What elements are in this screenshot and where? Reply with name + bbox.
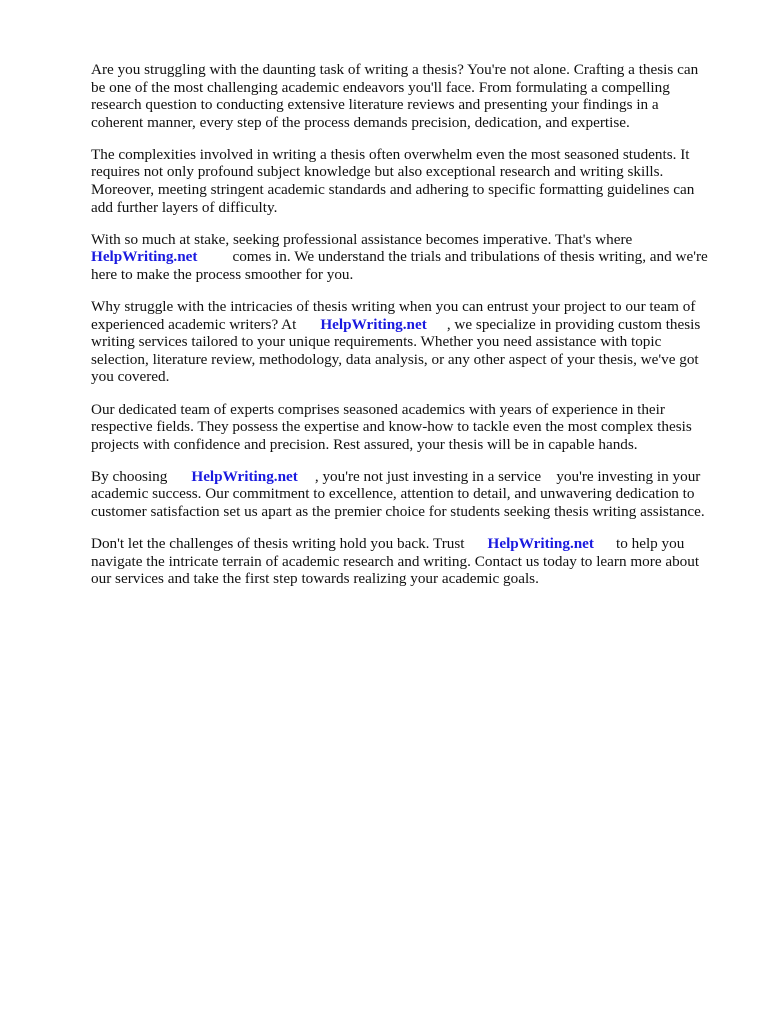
text-line: our services and take the first step towards realizing your academic goals.: [91, 570, 539, 588]
text-line: requires not only profound subject knowledge but also exceptional research and writing skills.: [91, 163, 664, 181]
text-segment: , you're not just investing in a service you're investing in your: [314, 467, 701, 485]
text-segment: , we specialize in providing custom thesis: [446, 315, 701, 333]
helpwriting-link[interactable]: HelpWriting.net: [191, 467, 298, 485]
text-line: research question to conducting extensive literature reviews and presenting your findings in a: [91, 96, 659, 114]
text-line: you covered.: [91, 368, 170, 386]
text-line: be one of the most challenging academic endeavors you'll face. From formulating a compelling: [91, 78, 670, 96]
helpwriting-link[interactable]: HelpWriting.net: [487, 535, 594, 553]
document-body: [91, 61, 721, 602]
text-segment: Don't let the challenges of thesis writing hold you back. Trust: [91, 535, 465, 553]
text-line: [91, 468, 721, 486]
text-line: customer satisfaction set us apart as the premier choice for students seeking thesis writing assistance.: [91, 502, 705, 520]
text-line: Why struggle with the intricacies of thesis writing when you can entrust your project to our team of: [91, 298, 696, 316]
paragraph-4: [91, 298, 721, 386]
text-segment: experienced academic writers? At: [91, 315, 297, 333]
text-segment: to help you: [616, 535, 685, 553]
paragraph-7: [91, 535, 721, 588]
text-line: navigate the intricate terrain of academic research and writing. Contact us today to learn more about: [91, 552, 700, 570]
text-segment: comes in. We understand the trials and tribulations of thesis writing, and we're: [232, 248, 708, 266]
text-line: respective fields. They possess the expertise and know-how to tackle even the most complex thesis: [91, 418, 692, 436]
text-line: selection, literature review, methodology, data analysis, or any other aspect of your thesis, we've got: [91, 350, 699, 368]
text-line: [91, 535, 721, 553]
paragraph-6: [91, 468, 721, 521]
text-line: With so much at stake, seeking professional assistance becomes imperative. That's where: [91, 230, 633, 248]
paragraph-5: [91, 401, 721, 454]
helpwriting-link[interactable]: HelpWriting.net: [320, 315, 427, 333]
text-line: add further layers of difficulty.: [91, 198, 278, 216]
text-line: The complexities involved in writing a thesis often overwhelm even the most seasoned students. It: [91, 145, 690, 163]
text-line: projects with confidence and precision. Rest assured, your thesis will be in capable hands.: [91, 435, 638, 453]
paragraph-3: [91, 231, 721, 284]
text-line: Are you struggling with the daunting task of writing a thesis? You're not alone. Crafting a thesis can: [91, 61, 699, 78]
text-line: [91, 316, 721, 334]
text-line: coherent manner, every step of the process demands precision, dedication, and expertise.: [91, 113, 630, 131]
paragraph-2: [91, 146, 721, 216]
text-line: [91, 248, 721, 266]
text-line: writing services tailored to your unique requirements. Whether you need assistance with topic: [91, 333, 662, 351]
text-line: here to make the process smoother for you.: [91, 265, 354, 283]
text-line: academic success. Our commitment to excellence, attention to detail, and unwavering dedication to: [91, 485, 695, 503]
paragraph-1: [91, 61, 721, 131]
text-line: Our dedicated team of experts comprises seasoned academics with years of experience in their: [91, 400, 665, 418]
text-line: Moreover, meeting stringent academic standards and adhering to specific formatting guidelines can: [91, 181, 695, 199]
helpwriting-link[interactable]: HelpWriting.net: [91, 248, 198, 266]
text-segment: By choosing: [91, 467, 168, 485]
